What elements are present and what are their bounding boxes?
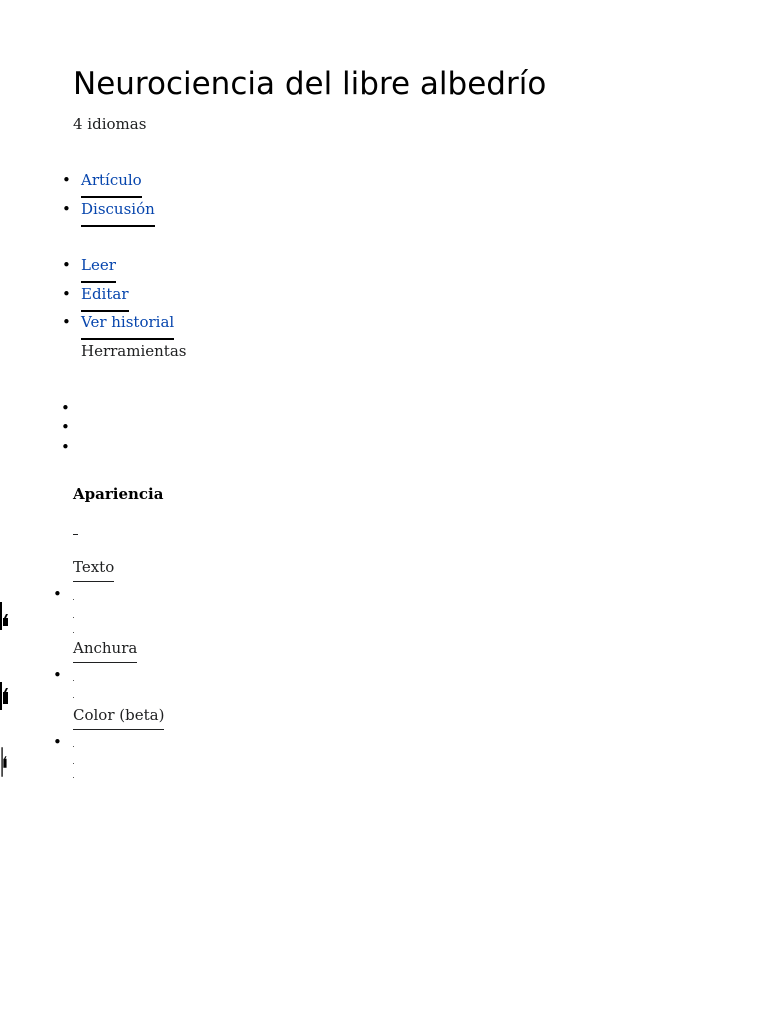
text-option-dot[interactable] [73,617,74,618]
appearance-color-label: Color (beta) [73,705,164,730]
empty-list-item: • [61,438,70,456]
appearance-divider [73,534,78,535]
language-selector[interactable]: 4 idiomas [73,115,147,133]
text-option-dot[interactable] [73,599,74,600]
width-option-item[interactable]: • [53,666,62,684]
tab-article-link[interactable]: Artículo [81,170,142,198]
appearance-heading: Apariencia [73,485,164,503]
width-option-dot[interactable] [73,697,74,698]
tab-discussion[interactable] [81,199,155,227]
color-option-item[interactable]: • [53,733,62,751]
width-option-dot[interactable] [73,680,74,681]
text-option-item[interactable]: • [53,585,62,603]
tab-edit[interactable] [81,284,129,312]
tab-history[interactable] [81,312,174,340]
tab-article[interactable] [81,170,142,198]
text-option-dot[interactable] [73,632,74,633]
appearance-width-label: Anchura [73,638,137,663]
tab-discussion-link[interactable]: Discusión [81,199,155,227]
radio-marker-icon [0,746,8,778]
empty-list-item: • [61,418,70,436]
appearance-text-label: Texto [73,557,114,582]
color-option-dot[interactable] [73,746,74,747]
empty-list-item: • [61,399,70,417]
page-title: Neurociencia del libre albedrío [73,66,547,102]
tab-history-link[interactable]: Ver historial [81,312,174,340]
tools-menu-button[interactable]: Herramientas [81,342,187,360]
tab-read[interactable] [81,255,116,283]
tab-edit-link[interactable]: Editar [81,284,129,312]
tab-read-link[interactable]: Leer [81,255,116,283]
color-option-dot[interactable] [73,763,74,764]
color-option-dot[interactable] [73,777,74,778]
radio-marker-icon [0,680,8,712]
radio-marker-icon [0,600,8,632]
